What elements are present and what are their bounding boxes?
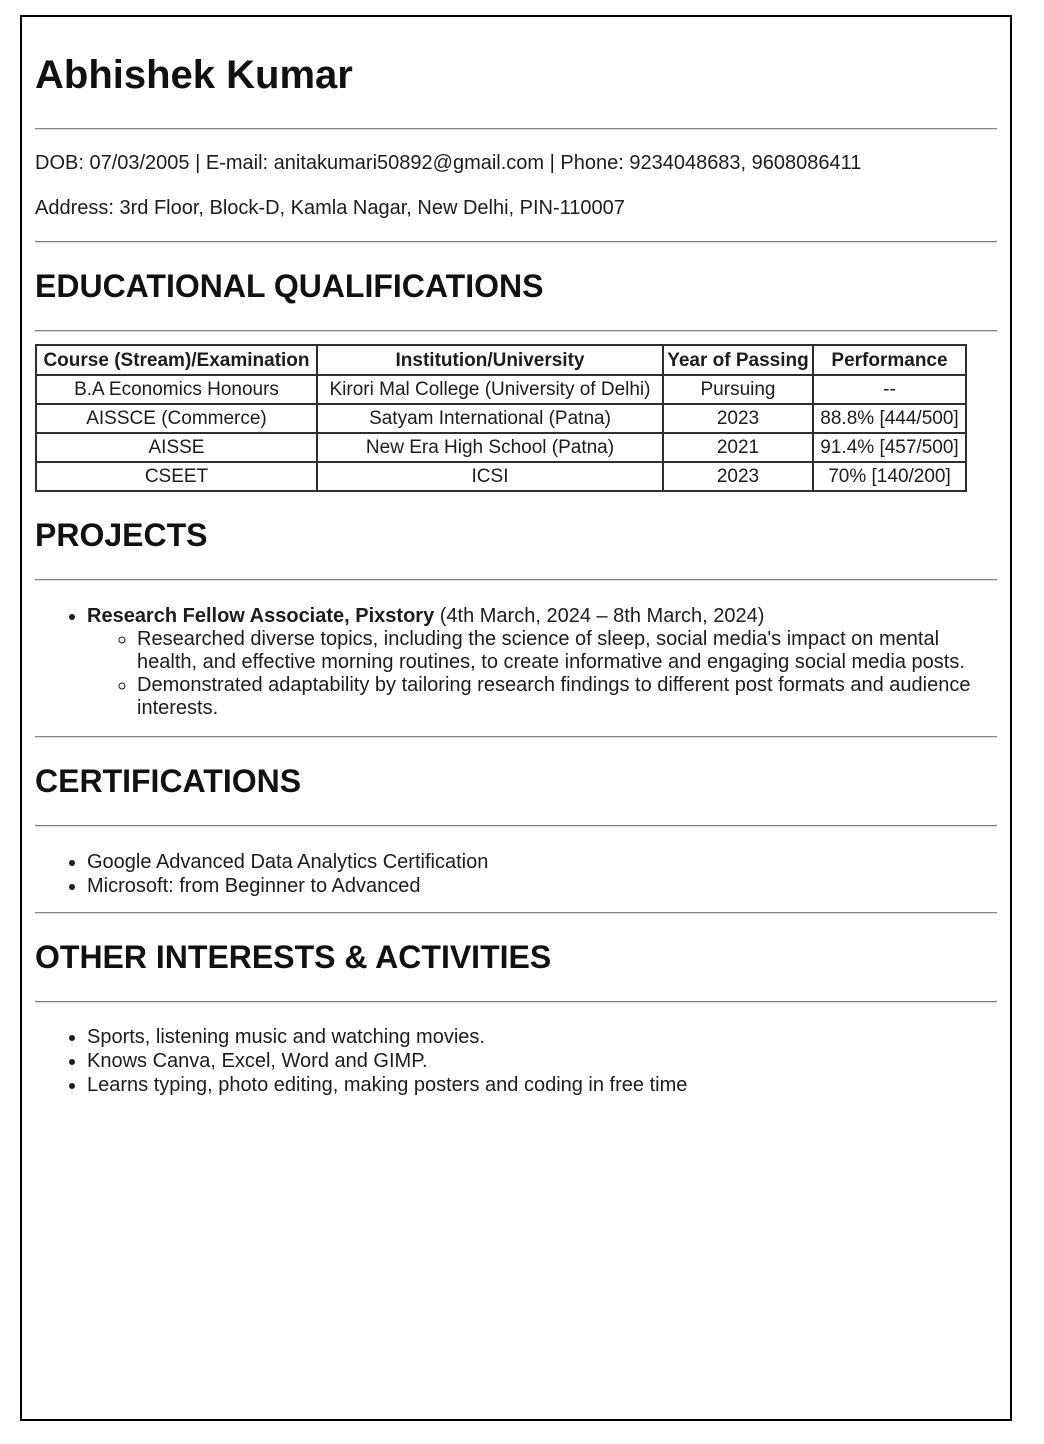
cell-course: AISSE xyxy=(36,433,317,462)
column-header-year: Year of Passing xyxy=(663,345,813,375)
cell-institution: New Era High School (Patna) xyxy=(317,433,663,462)
cell-course: AISSCE (Commerce) xyxy=(36,404,317,433)
table-row xyxy=(36,375,966,404)
section-heading-projects: PROJECTS xyxy=(35,517,208,553)
interest-item: • Sports, listening music and watching movies. xyxy=(87,1025,997,1049)
certifications-list xyxy=(35,850,997,898)
project-title: Research Fellow Associate, Pixstory xyxy=(87,605,435,627)
project-dates: (4th March, 2024 – 8th March, 2024) xyxy=(439,605,765,627)
cell-performance: 88.8% [444/500] xyxy=(813,404,966,433)
divider xyxy=(35,1001,997,1003)
cell-course: CSEET xyxy=(36,462,317,491)
certification-item: • Microsoft: from Beginner to Advanced xyxy=(87,874,997,898)
divider xyxy=(35,736,997,738)
table-row xyxy=(36,404,966,433)
table-row xyxy=(36,433,966,462)
resume-page xyxy=(20,15,1012,1421)
divider xyxy=(35,825,997,827)
certification-item: • Google Advanced Data Analytics Certification xyxy=(87,850,997,874)
table-header-row xyxy=(36,345,966,375)
section-heading-certifications: CERTIFICATIONS xyxy=(35,763,302,799)
cell-performance: 70% [140/200] xyxy=(813,462,966,491)
section-heading-education: EDUCATIONAL QUALIFICATIONS xyxy=(35,268,544,304)
column-header-institution: Institution/University xyxy=(317,345,663,375)
project-item xyxy=(87,604,997,720)
cell-year: 2023 xyxy=(663,462,813,491)
table-row xyxy=(36,462,966,491)
person-name: Abhishek Kumar xyxy=(35,53,353,97)
divider xyxy=(35,912,997,914)
cell-institution: Kirori Mal College (University of Delhi) xyxy=(317,375,663,404)
contact-info-line: DOB: 07/03/2005 | E-mail: anitakumari50892@gmail.com | Phone: 9234048683, 9608086411 xyxy=(35,152,862,174)
cell-year: Pursuing xyxy=(663,375,813,404)
divider xyxy=(35,579,997,581)
cell-course: B.A Economics Honours xyxy=(36,375,317,404)
column-header-performance: Performance xyxy=(813,345,966,375)
section-heading-interests: OTHER INTERESTS & ACTIVITIES xyxy=(35,939,552,975)
project-detail: ◦ Demonstrated adaptability by tailoring research findings to different post formats and audience interests. xyxy=(137,674,997,720)
cell-performance: 91.4% [457/500] xyxy=(813,433,966,462)
education-table xyxy=(35,344,967,492)
address-line: Address: 3rd Floor, Block-D, Kamla Nagar, New Delhi, PIN-110007 xyxy=(35,197,625,219)
projects-list xyxy=(35,604,997,720)
project-details-list xyxy=(87,628,997,720)
divider xyxy=(35,128,997,130)
divider xyxy=(35,330,997,332)
interests-list xyxy=(35,1025,997,1097)
divider xyxy=(35,241,997,243)
cell-performance: -- xyxy=(813,375,966,404)
column-header-course: Course (Stream)/Examination xyxy=(36,345,317,375)
cell-year: 2023 xyxy=(663,404,813,433)
cell-institution: Satyam International (Patna) xyxy=(317,404,663,433)
interest-item: • Learns typing, photo editing, making posters and coding in free time xyxy=(87,1073,997,1097)
cell-year: 2021 xyxy=(663,433,813,462)
interest-item: • Knows Canva, Excel, Word and GIMP. xyxy=(87,1049,997,1073)
cell-institution: ICSI xyxy=(317,462,663,491)
project-detail: ◦ Researched diverse topics, including the science of sleep, social media's impact on mental health, and effective morning routines, to create informative and engaging social media posts. xyxy=(137,628,997,674)
